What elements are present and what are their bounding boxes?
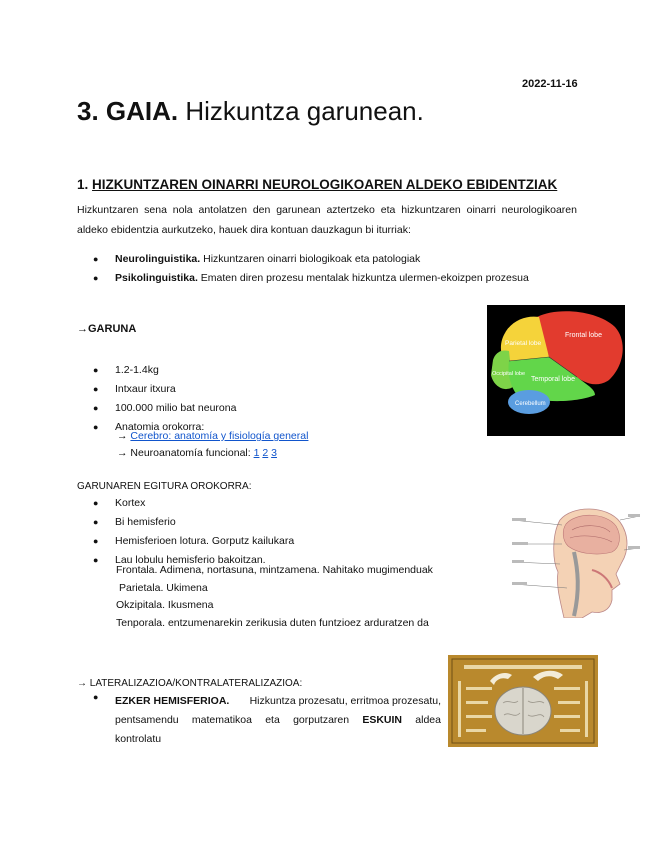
- ezker-line-3: kontrolatu: [115, 733, 162, 745]
- neuro-link-3[interactable]: 3: [271, 447, 277, 459]
- word: gorputzaren: [293, 714, 350, 726]
- lateral-heading: → LATERALIZAZIOA/KONTRALATERALIZAZIOA:: [77, 678, 303, 689]
- section-heading-text: HIZKUNTZAREN OINARRI NEUROLOGIKOAREN ALDEKO EBIDENTZIAK: [92, 177, 558, 192]
- page-title: [77, 96, 424, 127]
- ezker-line-1: [115, 692, 441, 711]
- word: eta: [265, 714, 280, 726]
- word: pentsamendu: [115, 714, 179, 726]
- anatomia-link-line: [77, 428, 308, 445]
- intro-paragraph: Hizkuntzaren sena nola antolatzen den garunean aztertzeko eta hizkuntzaren oinarri neurologikoaren aldeko ebidentzia aurkutzeko, hauek dira kontuan dauzkagun bi iturriak:: [77, 204, 577, 236]
- sources-list: [77, 250, 529, 288]
- list-item: ● 1.2-1.4kg: [77, 361, 236, 380]
- item-text-line1: Hizkuntza prozesatu, erritmoa prozesatu,: [249, 695, 441, 707]
- lobe-occipital: Okzipitala. Ikusmena: [116, 599, 214, 611]
- item-text: Ematen diren prozesu mentalak hizkuntza ulermen-ekoizpen prozesua: [200, 272, 529, 284]
- list-item: ● 100.000 milio bat neurona: [77, 399, 236, 418]
- occipital-label: Occipital lobe: [492, 371, 526, 377]
- list-item: [77, 250, 529, 269]
- title-text: Hizkuntza garunean.: [185, 96, 424, 126]
- ezker-line-2: [115, 711, 441, 730]
- egitura-heading: GARUNAREN EGITURA OROKORRA:: [77, 481, 252, 492]
- word: matematikoa: [191, 714, 252, 726]
- list-item: ● Anatomia orokorra:: [77, 418, 236, 437]
- egitura-list: [77, 494, 294, 570]
- item-term: Neurolinguistika.: [115, 253, 201, 265]
- list-item: ● Lau lobulu hemisferio bakoitzan.: [77, 551, 294, 570]
- list-item: ● Hemisferioen lotura. Gorputz kailukara: [77, 532, 294, 551]
- item-term: Psikolinguistika.: [115, 272, 198, 284]
- lobes-description: [116, 562, 433, 632]
- lateralization-svg: [448, 655, 598, 747]
- list-item: ● Bi hemisferio: [77, 513, 294, 532]
- ezker-hemisferioa-item: [115, 692, 441, 749]
- item-term: EZKER HEMISFERIOA.: [115, 695, 230, 707]
- list-item: ● Kortex: [77, 494, 294, 513]
- garuna-heading: →GARUNA: [77, 323, 137, 335]
- neuro-prefix: → Neuroanatomía funcional:: [117, 447, 251, 459]
- neuroanatomia-line: [77, 445, 277, 462]
- document-date: 2022-11-16: [522, 78, 578, 90]
- lobe-temporal: Tenporala. entzumenarekin zerikusia duten funtzioez arduratzen da: [116, 616, 429, 629]
- cerebro-link[interactable]: Cerebro: anatomía y fisiología general: [130, 430, 309, 442]
- lobe-parietal: Parietala. Ukimena: [119, 581, 208, 594]
- word-bold: ESKUIN: [362, 714, 403, 726]
- head-section-svg: [512, 500, 640, 618]
- word: aldea: [415, 714, 441, 726]
- cerebellum-label: Cerebellum: [515, 401, 546, 407]
- parietal-label: Parietal lobe: [505, 340, 542, 347]
- lateralization-image: [448, 655, 598, 747]
- title-number: 3. GAIA.: [77, 96, 179, 126]
- garuna-list: [77, 361, 236, 437]
- bullet: ●: [93, 692, 99, 702]
- brain-lobes-svg: [487, 305, 625, 436]
- frontal-label: Frontal lobe: [565, 332, 602, 339]
- head-section-image: [512, 500, 640, 618]
- section-number: 1.: [77, 177, 89, 192]
- list-item: ● Intxaur itxura: [77, 380, 236, 399]
- item-text: Hizkuntzaren oinarri biologikoak eta patologiak: [203, 253, 421, 265]
- list-item: [77, 269, 529, 288]
- lobe-frontal: Frontala. Adimena, nortasuna, mintzamena. Nahitako mugimenduak: [116, 564, 433, 576]
- section-heading: [77, 177, 557, 192]
- arrow: →: [117, 430, 128, 442]
- neuro-link-1[interactable]: 1: [253, 447, 260, 459]
- temporal-label: Temporal lobe: [531, 376, 575, 383]
- brain-lobes-image: [487, 305, 625, 436]
- neuro-link-2[interactable]: 2: [262, 447, 269, 459]
